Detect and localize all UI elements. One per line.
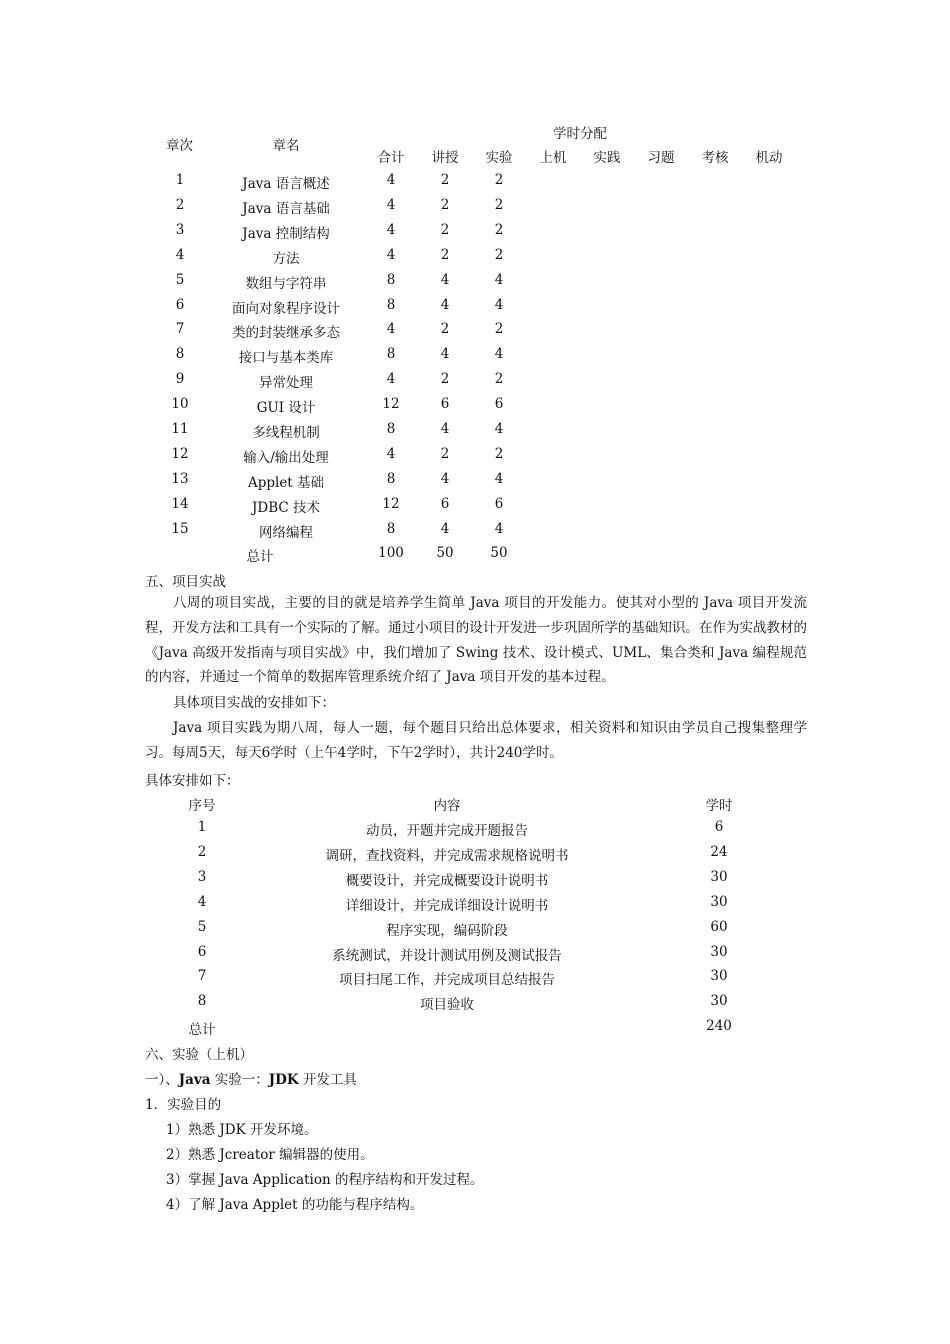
schedule-hours: 6 bbox=[714, 819, 724, 835]
hours-table-row bbox=[0, 496, 950, 521]
header-col: 实践 bbox=[593, 150, 621, 166]
hours-table-row bbox=[0, 521, 950, 546]
hours-lab: 2 bbox=[494, 221, 504, 238]
header-col: 合计 bbox=[377, 150, 405, 166]
hours-lecture: 2 bbox=[440, 221, 450, 238]
schedule-content: 概要设计，并完成概要设计说明书 bbox=[345, 872, 549, 889]
chapter-no: 11 bbox=[171, 421, 189, 437]
schedule-no: 5 bbox=[197, 918, 207, 935]
hours-table-row bbox=[0, 421, 950, 446]
schedule-hours: 30 bbox=[710, 893, 728, 910]
schedule-hours: 30 bbox=[710, 993, 728, 1010]
hours-table-row bbox=[0, 197, 950, 222]
section5-paragraph: 八周的项目实战，主要的目的就是培养学生简单 Java 项目的开发能力。使其对小型的 Java 项目开发流程，开发方法和工具有一个实际的了解。通过小项目的设计开发进一步巩固所学的基础知识。在作为实战教材的《Java 高级开发指南与项目实战》中，我们增加了 Swing 技术、设计模式、UML、集合类和 Java 编程规范的内容，并通过一个简单的数据库管理系统介绍了 Java 项目开发的基本过程。 bbox=[145, 595, 807, 686]
header-chapter: 章次 bbox=[166, 138, 193, 154]
purpose-heading: 1．实验目的 bbox=[145, 1097, 222, 1113]
schedule-header-row bbox=[0, 794, 950, 819]
hours-total: 4 bbox=[386, 172, 396, 188]
hours-total: 4 bbox=[386, 371, 396, 388]
hours-lab: 2 bbox=[494, 246, 504, 263]
hours-table-row bbox=[0, 247, 950, 272]
hours-table-row bbox=[0, 321, 950, 346]
section5-schedule-paragraph: Java 项目实践为期八周，每人一题，每个题目只给出总体要求，相关资料和知识由学员自己搜集整理学习。每周5天，每天6学时（上午4学时，下午2学时），共计240学时。 bbox=[145, 720, 807, 761]
hours-lecture: 4 bbox=[440, 296, 450, 313]
schedule-header-hours: 学时 bbox=[705, 798, 733, 814]
header-col: 上机 bbox=[539, 150, 567, 166]
hours-total: 8 bbox=[386, 346, 396, 363]
hours-table-row bbox=[0, 396, 950, 421]
hours-total: 8 bbox=[386, 520, 396, 537]
hours-lecture: 4 bbox=[440, 470, 450, 487]
schedule-no: 8 bbox=[197, 993, 207, 1010]
schedule-total-label: 总计 bbox=[188, 1022, 216, 1038]
chapter-no: 3 bbox=[175, 221, 185, 238]
hours-lab: 4 bbox=[494, 470, 504, 487]
schedule-content: 详细设计，并完成详细设计说明书 bbox=[345, 897, 549, 914]
schedule-content: 动员，开题并完成开题报告 bbox=[366, 823, 528, 839]
header-col: 讲授 bbox=[431, 150, 459, 166]
hours-lecture: 4 bbox=[440, 271, 450, 288]
hours-table-row bbox=[0, 172, 950, 197]
experiment1-title bbox=[145, 1068, 357, 1088]
hours-lab: 2 bbox=[494, 371, 504, 388]
header-col: 机动 bbox=[755, 150, 783, 166]
hours-total: 4 bbox=[386, 196, 396, 213]
hours-lecture: 2 bbox=[440, 196, 450, 213]
total-lecture: 50 bbox=[436, 545, 454, 561]
header-chapter-name: 章名 bbox=[272, 138, 300, 154]
hours-table-row bbox=[0, 346, 950, 371]
schedule-hours: 60 bbox=[710, 918, 728, 935]
schedule-hours: 30 bbox=[710, 868, 728, 885]
experiment1-jdk: JDK bbox=[268, 1072, 299, 1088]
purpose-item: 3）掌握 Java Application 的程序结构和开发过程。 bbox=[166, 1172, 484, 1188]
hours-table-total-row bbox=[0, 545, 950, 570]
schedule-no: 6 bbox=[197, 943, 207, 960]
chapter-no: 8 bbox=[175, 346, 185, 363]
total-label: 总计 bbox=[246, 549, 274, 565]
schedule-row bbox=[0, 894, 950, 919]
schedule-no: 2 bbox=[197, 843, 207, 860]
chapter-no: 10 bbox=[171, 396, 189, 413]
chapter-no: 12 bbox=[171, 445, 189, 462]
chapter-name: 数组与字符串 bbox=[245, 275, 327, 292]
chapter-no: 6 bbox=[175, 296, 185, 313]
chapter-name: GUI 设计 bbox=[256, 400, 316, 417]
header-col: 考核 bbox=[701, 150, 729, 166]
chapter-name: Java 语言基础 bbox=[242, 200, 330, 217]
schedule-total-hours: 240 bbox=[706, 1018, 732, 1034]
chapter-no: 7 bbox=[175, 321, 185, 338]
chapter-name: 接口与基本类库 bbox=[238, 350, 334, 367]
total-lab: 50 bbox=[490, 545, 508, 561]
hours-lab: 4 bbox=[494, 271, 504, 288]
schedule-content: 项目验收 bbox=[420, 997, 474, 1014]
hours-lab: 4 bbox=[494, 346, 504, 363]
header-hours-group: 学时分配 bbox=[553, 126, 607, 142]
schedule-row bbox=[0, 993, 950, 1018]
hours-table-row bbox=[0, 446, 950, 471]
schedule-content: 项目扫尾工作，并完成项目总结报告 bbox=[339, 972, 555, 989]
hours-lecture: 4 bbox=[440, 421, 450, 437]
chapter-name: JDBC 技术 bbox=[251, 499, 321, 516]
schedule-no: 4 bbox=[197, 893, 207, 910]
chapter-no: 14 bbox=[171, 495, 189, 512]
chapter-name: 异常处理 bbox=[259, 375, 313, 392]
hours-lab: 2 bbox=[494, 445, 504, 462]
total-hours: 100 bbox=[378, 545, 404, 561]
chapter-name: 类的封装继承多态 bbox=[232, 325, 340, 342]
hours-lecture: 6 bbox=[440, 495, 450, 512]
hours-table-row bbox=[0, 471, 950, 496]
hours-lecture: 4 bbox=[440, 346, 450, 363]
hours-total: 8 bbox=[386, 271, 396, 288]
hours-lecture: 2 bbox=[440, 321, 450, 338]
experiment1-mid: 实验一： bbox=[210, 1072, 269, 1088]
schedule-header-content: 内容 bbox=[433, 798, 461, 814]
schedule-hours: 30 bbox=[710, 943, 728, 960]
hours-total: 4 bbox=[386, 246, 396, 263]
header-cols-row bbox=[0, 146, 950, 171]
hours-lab: 6 bbox=[494, 495, 504, 512]
schedule-no: 1 bbox=[197, 819, 207, 835]
hours-lab: 4 bbox=[494, 296, 504, 313]
hours-total: 12 bbox=[382, 495, 400, 512]
schedule-row bbox=[0, 844, 950, 869]
chapter-no: 13 bbox=[171, 470, 189, 487]
chapter-name: 多线程机制 bbox=[252, 425, 320, 441]
hours-table-row bbox=[0, 222, 950, 247]
hours-lab: 6 bbox=[494, 396, 504, 413]
hours-total: 4 bbox=[386, 321, 396, 338]
schedule-content: 调研，查找资料，并完成需求规格说明书 bbox=[325, 847, 569, 864]
section6-heading: 六、实验（上机） bbox=[145, 1047, 253, 1063]
hours-total: 4 bbox=[386, 221, 396, 238]
chapter-no: 9 bbox=[175, 371, 185, 388]
hours-total: 12 bbox=[382, 396, 400, 413]
hours-lab: 4 bbox=[494, 520, 504, 537]
purpose-item: 1）熟悉 JDK 开发环境。 bbox=[166, 1122, 318, 1138]
hours-lab: 2 bbox=[494, 321, 504, 338]
section5-arrangement-intro: 具体项目实战的安排如下： bbox=[173, 695, 335, 711]
hours-lecture: 4 bbox=[440, 520, 450, 537]
hours-lab: 2 bbox=[494, 196, 504, 213]
experiment1-prefix: 一）、 bbox=[145, 1072, 179, 1088]
chapter-name: 方法 bbox=[272, 250, 300, 267]
chapter-name: Java 控制结构 bbox=[242, 225, 330, 242]
schedule-hours: 30 bbox=[710, 968, 728, 985]
hours-total: 8 bbox=[386, 470, 396, 487]
hours-lecture: 2 bbox=[440, 371, 450, 388]
chapter-name: Java 语言概述 bbox=[242, 176, 330, 192]
header-col: 习题 bbox=[647, 150, 675, 166]
schedule-row bbox=[0, 968, 950, 993]
chapter-no: 15 bbox=[171, 520, 189, 537]
schedule-no: 3 bbox=[197, 868, 207, 885]
schedule-hours: 24 bbox=[710, 843, 728, 860]
schedule-row bbox=[0, 919, 950, 944]
schedule-header-no: 序号 bbox=[188, 798, 216, 814]
chapter-name: 网络编程 bbox=[259, 524, 313, 541]
chapter-name: 输入/输出处理 bbox=[243, 449, 329, 466]
hours-lecture: 6 bbox=[440, 396, 450, 413]
schedule-row bbox=[0, 819, 950, 844]
chapter-name: Applet 基础 bbox=[247, 474, 325, 491]
hours-lecture: 2 bbox=[440, 445, 450, 462]
schedule-no: 7 bbox=[197, 968, 207, 985]
section5-heading: 五、项目实战 bbox=[145, 574, 226, 590]
chapter-no: 1 bbox=[175, 172, 185, 188]
header-col: 实验 bbox=[485, 150, 513, 166]
chapter-no: 2 bbox=[175, 196, 185, 213]
schedule-row bbox=[0, 944, 950, 969]
experiment1-java: Java bbox=[178, 1072, 211, 1088]
purpose-item: 2）熟悉 Jcreator 编辑器的使用。 bbox=[166, 1147, 374, 1163]
hours-lecture: 2 bbox=[440, 246, 450, 263]
schedule-content: 系统测试，并设计测试用例及测试报告 bbox=[332, 947, 562, 964]
hours-total: 8 bbox=[386, 421, 396, 437]
experiment1-suffix: 开发工具 bbox=[298, 1072, 357, 1088]
chapter-no: 5 bbox=[175, 271, 185, 288]
hours-table-row bbox=[0, 272, 950, 297]
purpose-item: 4）了解 Java Applet 的功能与程序结构。 bbox=[166, 1197, 424, 1213]
hours-lab: 2 bbox=[494, 172, 504, 188]
section5-arrangement-label: 具体安排如下： bbox=[145, 773, 240, 789]
hours-total: 8 bbox=[386, 296, 396, 313]
hours-lab: 4 bbox=[494, 421, 504, 437]
hours-total: 4 bbox=[386, 445, 396, 462]
schedule-total-row bbox=[0, 1018, 950, 1043]
hours-table-row bbox=[0, 297, 950, 322]
hours-table-row bbox=[0, 371, 950, 396]
chapter-no: 4 bbox=[175, 246, 185, 263]
chapter-name: 面向对象程序设计 bbox=[232, 300, 340, 317]
hours-lecture: 2 bbox=[440, 172, 450, 188]
schedule-content: 程序实现，编码阶段 bbox=[386, 922, 508, 939]
schedule-row bbox=[0, 869, 950, 894]
